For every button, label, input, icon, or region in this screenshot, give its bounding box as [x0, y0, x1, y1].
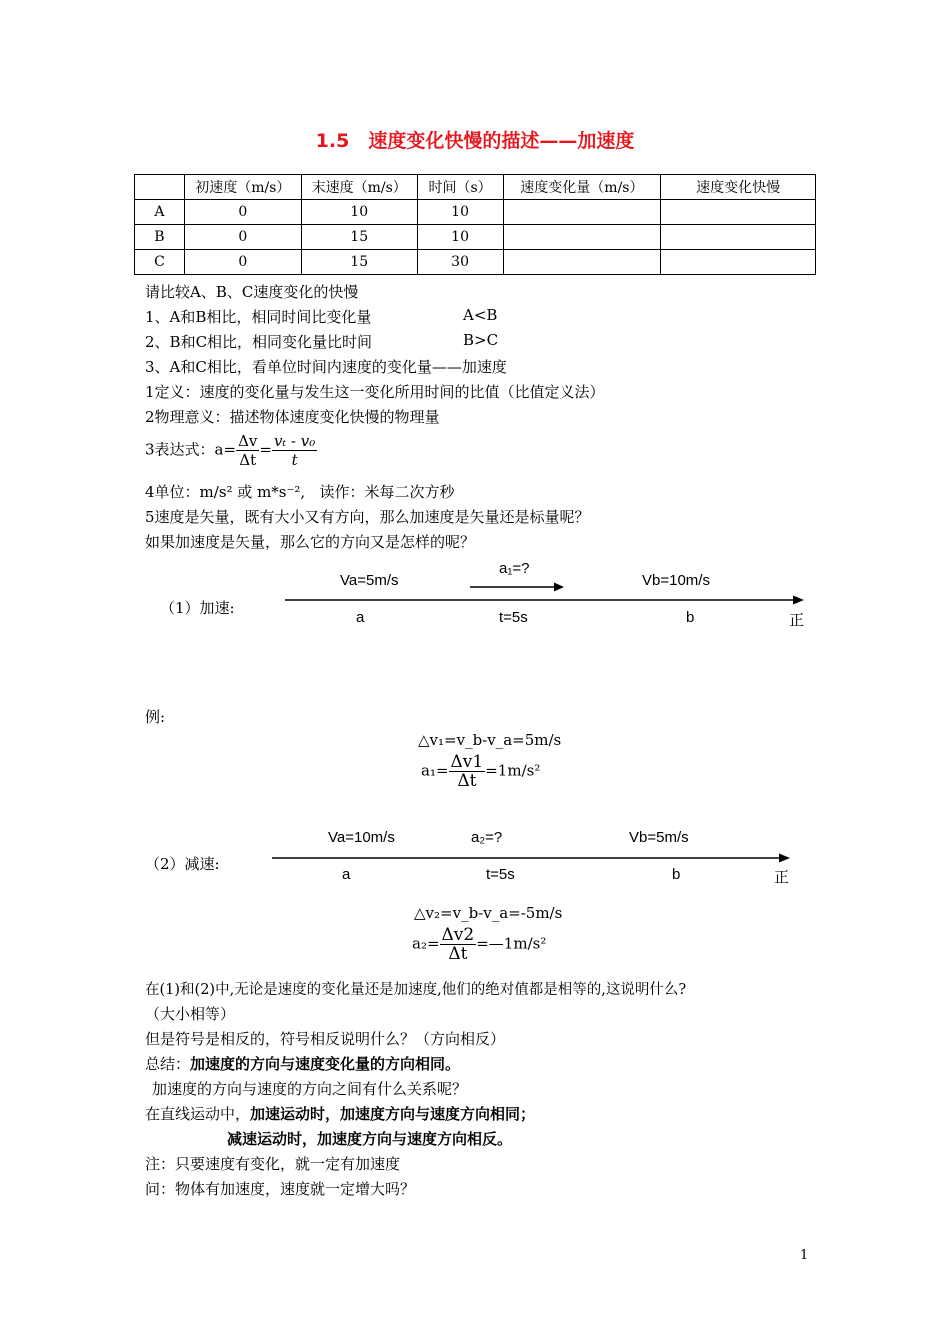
table-cell: 10 — [417, 200, 503, 225]
fraction-numerator: vₜ - v₀ — [273, 432, 316, 450]
table-cell: 0 — [184, 200, 301, 225]
fraction-numerator: Δv — [238, 432, 258, 450]
summary — [145, 1053, 460, 1074]
delta-v2: △v₂=v_b-v_a=-5m/s — [414, 904, 563, 922]
decelerating-rule: 减速运动时，加速度方向与速度方向相反。 — [227, 1130, 513, 1148]
table-cell: 0 — [184, 250, 301, 275]
expression — [145, 432, 317, 469]
time-label-2: t=5s — [486, 866, 515, 883]
final-velocity-1: Vb=10m/s — [642, 572, 710, 589]
point-b-2: b — [672, 866, 681, 883]
straight-label: 在直线运动中， — [145, 1105, 251, 1123]
delta-v1: △v₁=v_b-v_a=5m/s — [418, 731, 562, 749]
point-a-1: a — [356, 609, 365, 626]
final-velocity-2: Vb=5m/s — [629, 829, 689, 846]
table-cell: 0 — [184, 225, 301, 250]
table-header: 速度变化量（m/s） — [503, 175, 661, 200]
fraction-numerator: Δv2 — [441, 925, 475, 945]
initial-velocity-1: Va=5m/s — [340, 572, 399, 589]
table-cell: 10 — [417, 225, 503, 250]
unit-line — [145, 481, 455, 502]
accel-formula-1 — [421, 753, 540, 790]
point-a-2: a — [342, 866, 351, 883]
table-row — [135, 225, 816, 250]
final-question: 问：物体有加速度，速度就一定增大吗？ — [145, 1180, 416, 1198]
time-label-1: t=5s — [499, 609, 528, 626]
table-cell — [503, 200, 661, 225]
a2-result: =—1m/s² — [476, 934, 547, 953]
definition: 1定义：速度的变化量与发生这一变化所用时间的比值（比值定义法） — [145, 383, 605, 401]
fraction-denominator: t — [291, 451, 298, 469]
table-header: 速度变化快慢 — [661, 175, 816, 200]
table-row — [135, 250, 816, 275]
compare-prompt: 请比较A、B、C速度变化的快慢 — [145, 283, 359, 301]
conclusion-question: 在(1)和(2)中,无论是速度的变化量还是加速度,他们的绝对值都是相等的,这说明什么? — [145, 982, 687, 998]
table-cell: B — [135, 225, 185, 250]
table-header: 末速度（m/s） — [301, 175, 417, 200]
table-row — [135, 200, 816, 225]
table-cell — [661, 200, 816, 225]
example-label: 例: — [145, 708, 166, 726]
expression-label: 3表达式：a= — [145, 440, 237, 459]
axis-arrow-2 — [272, 851, 792, 865]
table-cell — [503, 250, 661, 275]
fraction-denominator: Δt — [239, 451, 257, 469]
note: 注：只要速度有变化，就一定有加速度 — [145, 1155, 401, 1173]
table-cell: 15 — [301, 225, 417, 250]
compare-line-2: 2、B和C相比，相同变化量比时间 — [145, 333, 373, 351]
unit-text: 4单位：m/s² 或 m*s⁻², — [145, 483, 306, 501]
velocity-fraction — [272, 432, 317, 469]
sign-question: 但是符号是相反的，符号相反说明什么？（方向相反） — [145, 1030, 506, 1048]
accel-label-2: a₂=? — [471, 829, 503, 846]
a2-fraction — [440, 926, 477, 963]
conclusion-answer: （大小相等） — [145, 1005, 236, 1023]
page-title: 1.5 速度变化快慢的描述——加速度 — [315, 130, 635, 152]
table-cell: A — [135, 200, 185, 225]
table-header — [135, 175, 185, 200]
vector-question: 5速度是矢量，既有大小又有方向，那么加速度是矢量还是标量呢？ — [145, 508, 590, 526]
table-cell — [503, 225, 661, 250]
fraction-denominator: Δt — [448, 944, 468, 964]
compare-line-3: 3、A和C相比，看单位时间内速度的变化量——加速度 — [145, 358, 507, 376]
page-number: 1 — [800, 1248, 809, 1263]
table-cell: 10 — [301, 200, 417, 225]
point-b-1: b — [686, 609, 695, 626]
compare-result-2: B>C — [463, 331, 499, 349]
table-header: 时间（s） — [417, 175, 503, 200]
positive-direction-1: 正 — [789, 611, 805, 629]
compare-result-1: A<B — [463, 306, 498, 324]
compare-line-1: 1、A和B相比，相同时间比变化量 — [145, 308, 372, 326]
a1-fraction — [449, 753, 486, 790]
physical-meaning: 2物理意义：描述物体速度变化快慢的物理量 — [145, 408, 440, 426]
accel-arrow-1 — [470, 580, 565, 594]
axis-arrow-1 — [285, 593, 805, 607]
straight-line-motion — [145, 1103, 535, 1124]
table-cell: 15 — [301, 250, 417, 275]
table-header-row — [135, 175, 816, 200]
summary-label: 总结： — [145, 1055, 191, 1073]
delta-fraction — [236, 432, 259, 469]
fraction-denominator: Δt — [457, 771, 477, 791]
table-cell: 30 — [417, 250, 503, 275]
accel-formula-2 — [412, 926, 546, 963]
accelerating-rule: 加速运动时，加速度方向与速度方向相同； — [250, 1105, 536, 1123]
direction-question: 如果加速度是矢量，那么它的方向又是怎样的呢？ — [145, 533, 476, 551]
positive-direction-2: 正 — [774, 868, 790, 886]
relation-question: 加速度的方向与速度的方向之间有什么关系呢？ — [152, 1080, 468, 1098]
fraction-numerator: Δv1 — [450, 752, 484, 772]
a1-prefix: a₁= — [421, 761, 449, 780]
unit-reading: 读作：米每二次方秒 — [319, 483, 455, 501]
case-label-2: （2）减速: — [145, 855, 220, 873]
accel-label-1: a₁=? — [499, 560, 530, 577]
a1-result: =1m/s² — [485, 761, 541, 780]
table-cell: C — [135, 250, 185, 275]
initial-velocity-2: Va=10m/s — [328, 829, 395, 846]
table-cell — [661, 225, 816, 250]
summary-text: 加速度的方向与速度变化量的方向相同。 — [190, 1055, 461, 1073]
a2-prefix: a₂= — [412, 934, 440, 953]
table-header: 初速度（m/s） — [184, 175, 301, 200]
equals-sign: = — [259, 440, 272, 459]
table-cell — [661, 250, 816, 275]
velocity-table — [134, 174, 816, 275]
case-label-1: （1）加速: — [160, 599, 235, 617]
